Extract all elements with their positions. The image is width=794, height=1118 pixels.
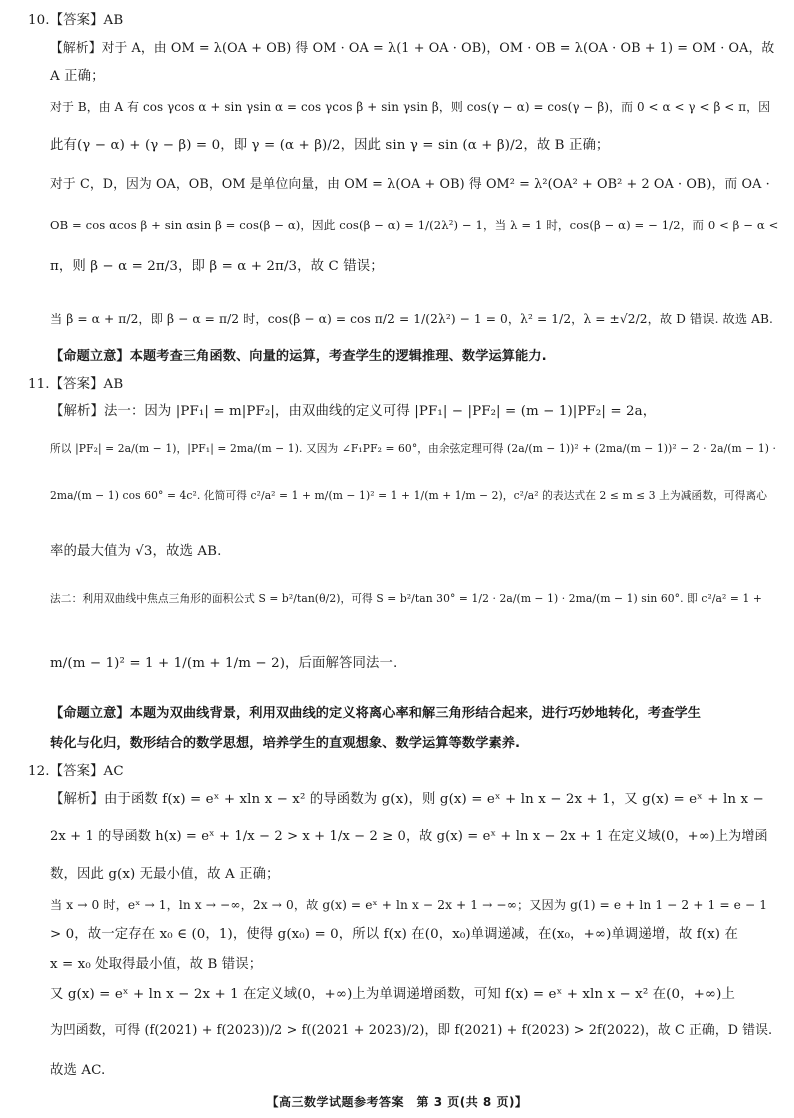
solution-text-line: 对于 B，由 A 有 cos γcos α + sin γsin α = cos γcos β + sin γsin β，则 cos(γ − α) = cos(γ − β)，而 0 < α < γ < β < π，因 bbox=[50, 100, 771, 114]
solution-text-line: 2x + 1 的导函数 h(x) = eˣ + 1/x − 2 > x + 1/x − 2 ≥ 0，故 g(x) = eˣ + ln x − 2x + 1 在定义域(0，+∞)上为增函 bbox=[50, 829, 768, 844]
solution-text-line: 为凹函数，可得 (f(2021) + f(2023))/2 > f((2021 + 2023)/2)，即 f(2021) + f(2023) > 2f(2022)，故 C 正确，D 错误. bbox=[50, 1023, 773, 1038]
intent-text-line: 转化与化归，数形结合的数学思想，培养学生的直观想象、数学运算等数学素养. bbox=[50, 736, 521, 751]
solution-text-line: x = x₀ 处取得最小值，故 B 错误； bbox=[50, 957, 263, 972]
solution-text-line: 数，因此 g(x) 无最小值，故 A 正确； bbox=[50, 867, 280, 882]
solution-text-line: π，则 β − α = 2π/3，即 β = α + 2π/3，故 C 错误； bbox=[50, 259, 384, 274]
solution-text-line: 【解析】对于 A，由 OM = λ(OA + OB) 得 OM · OA = λ(1 + OA · OB)，OM · OB = λ(OA · OB + 1) = OM · OA，故 bbox=[50, 41, 775, 56]
solution-text-line: 故选 AC. bbox=[50, 1063, 106, 1078]
solution-text-line: OB = cos αcos β + sin αsin β = cos(β − α)，因此 cos(β − α) = 1/(2λ²) − 1，当 λ = 1 时，cos(β − α) = − 1/2，而 0 < β − α < bbox=[50, 218, 779, 232]
solution-text-line: 率的最大值为 √3，故选 AB. bbox=[50, 544, 222, 559]
solution-text-line: 对于 C，D，因为 OA，OB，OM 是单位向量，由 OM = λ(OA + OB) 得 OM² = λ²(OA² + OB² + 2 OA · OB)，而 OA · bbox=[50, 177, 770, 192]
question-heading: 11.【答案】AB bbox=[28, 377, 124, 392]
intent-text-line: 【命题立意】本题为双曲线背景，利用双曲线的定义将离心率和解三角形结合起来，进行巧妙地转化，考查学生 bbox=[50, 706, 702, 721]
solution-text-line: 【解析】法一：因为 |PF₁| = m|PF₂|，由双曲线的定义可得 |PF₁| − |PF₂| = (m − 1)|PF₂| = 2a， bbox=[50, 404, 657, 419]
solution-text-line: 此有(γ − α) + (γ − β) = 0，即 γ = (α + β)/2，因此 sin γ = sin (α + β)/2，故 B 正确； bbox=[50, 138, 610, 153]
solution-text-line: 法二：利用双曲线中焦点三角形的面积公式 S = b²/tan(θ/2)，可得 S = b²/tan 30° = 1/2 · 2a/(m − 1) · 2ma/(m − 1) sin 60°. 即 c²/a² = 1 + bbox=[50, 592, 762, 605]
solution-text-line: m/(m − 1)² = 1 + 1/(m + 1/m − 2)，后面解答同法一. bbox=[50, 656, 398, 671]
question-heading: 10.【答案】AB bbox=[28, 13, 124, 28]
solution-text-line: 所以 |PF₂| = 2a/(m − 1)，|PF₁| = 2ma/(m − 1). 又因为 ∠F₁PF₂ = 60°，由余弦定理可得 (2a/(m − 1))² + (2ma/(m − 1))² − 2 · 2a/(m − 1) · bbox=[50, 442, 777, 455]
solution-text-line: A 正确； bbox=[50, 69, 105, 84]
solution-text-line: > 0，故一定存在 x₀ ∈ (0，1)，使得 g(x₀) = 0，所以 f(x) 在(0，x₀)单调递减，在(x₀，+∞)单调递增，故 f(x) 在 bbox=[50, 927, 738, 942]
solution-text-line: 【解析】由于函数 f(x) = eˣ + xln x − x² 的导函数为 g(x)，则 g(x) = eˣ + ln x − 2x + 1，又 g(x) = eˣ + ln x − bbox=[50, 792, 764, 807]
solution-text-line: 2ma/(m − 1) cos 60° = 4c². 化简可得 c²/a² = 1 + m/(m − 1)² = 1 + 1/(m + 1/m − 2)，c²/a² 的表达式在 2 ≤ m ≤ 3 上为减函数，可得离心 bbox=[50, 489, 768, 502]
page-footer: 【高三数学试题参考答案 第 3 页(共 8 页)】 bbox=[266, 1095, 528, 1109]
question-heading: 12.【答案】AC bbox=[28, 764, 124, 779]
solution-text-line: 当 x → 0 时，eˣ → 1，ln x → −∞，2x → 0，故 g(x) = eˣ + ln x − 2x + 1 → −∞；又因为 g(1) = e + ln 1 − 2 + 1 = e − 1 bbox=[50, 898, 768, 912]
intent-text-line: 【命题立意】本题考查三角函数、向量的运算，考查学生的逻辑推理、数学运算能力. bbox=[50, 349, 547, 364]
solution-text-line: 当 β = α + π/2，即 β − α = π/2 时，cos(β − α) = cos π/2 = 1/(2λ²) − 1 = 0，λ² = 1/2，λ = ±√2/2，故 D 错误. 故选 AB. bbox=[50, 312, 774, 326]
solution-text-line: 又 g(x) = eˣ + ln x − 2x + 1 在定义域(0，+∞)上为单调递增函数，可知 f(x) = eˣ + xln x − x² 在(0，+∞)上 bbox=[50, 987, 735, 1002]
